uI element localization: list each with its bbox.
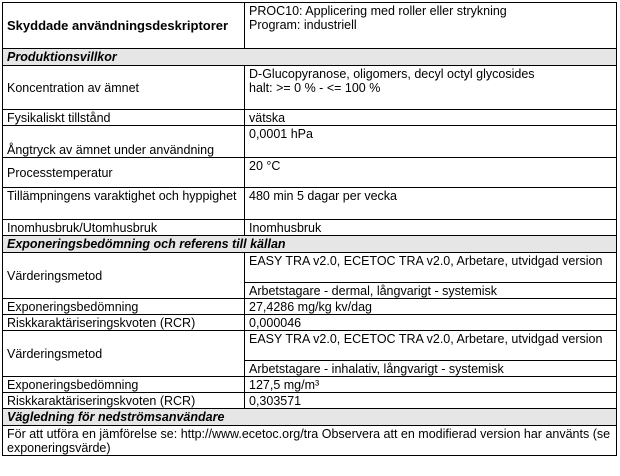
vapour-pressure-label: Ångtryck av ämnet under användning [3, 126, 245, 158]
method-value-1: EASY TRA v2.0, ECETOC TRA v2.0, Arbetare, utvidgad version [245, 253, 617, 283]
rcr-row-1 [3, 315, 617, 331]
duration-row [3, 188, 617, 220]
header-right-cell [245, 3, 617, 49]
section-production-title: Produktionsvillkor [3, 49, 617, 66]
physical-state-row [3, 110, 617, 126]
concentration-label: Koncentration av ämnet [3, 66, 245, 110]
section-production-row [3, 49, 617, 66]
rcr-row-2 [3, 393, 617, 409]
process-temp-value: 20 °C [245, 158, 617, 188]
method-row-1 [3, 253, 617, 283]
program-type: Program: industriell [249, 18, 357, 32]
duration-value: 480 min 5 dagar per vecka [245, 188, 617, 220]
vapour-pressure-value: 0,0001 hPa [245, 126, 617, 158]
assessment-label-1: Exponeringsbedömning [3, 299, 245, 315]
rcr-value-2: 0,303571 [245, 393, 617, 409]
header-left-label: Skyddade användningsdeskriptorer [3, 3, 245, 49]
section-guidance-row [3, 409, 617, 426]
indoor-value: Inomhusbruk [245, 220, 617, 236]
indoor-row [3, 220, 617, 236]
section-exposure-row [3, 236, 617, 253]
concentration-value-cell [245, 66, 617, 110]
vapour-pressure-row [3, 126, 617, 158]
exposure-route-1: Arbetstagare - dermal, långvarigt - systemisk [245, 283, 617, 299]
assessment-value-2: 127,5 mg/m³ [245, 377, 617, 393]
proc-code: PROC10: Applicering med roller eller strykning [249, 4, 507, 18]
process-temp-row [3, 158, 617, 188]
physical-state-label: Fysikaliskt tillstånd [3, 110, 245, 126]
assessment-label-2: Exponeringsbedömning [3, 377, 245, 393]
guidance-row [3, 426, 617, 456]
method-value-2: EASY TRA v2.0, ECETOC TRA v2.0, Arbetare, utvidgad version [245, 331, 617, 361]
indoor-label: Inomhusbruk/Utomhusbruk [3, 220, 245, 236]
substance-name: D-Glucopyranose, oligomers, decyl octyl glycosides [249, 67, 535, 81]
section-exposure-title: Exponeringsbedömning och referens till källan [3, 236, 617, 253]
concentration-range: halt: >= 0 % - <= 100 % [249, 81, 381, 95]
rcr-label-2: Riskkaraktäriseringskvoten (RCR) [3, 393, 245, 409]
process-temp-label: Processtemperatur [3, 158, 245, 188]
rcr-label-1: Riskkaraktäriseringskvoten (RCR) [3, 315, 245, 331]
concentration-row [3, 66, 617, 110]
use-descriptor-table [2, 2, 617, 456]
assessment-value-1: 27,4286 mg/kg kv/dag [245, 299, 617, 315]
header-row [3, 3, 617, 49]
rcr-value-1: 0,000046 [245, 315, 617, 331]
method-label-2: Värderingsmetod [3, 331, 245, 377]
guidance-text: För att utföra en jämförelse se: http://www.ecetoc.org/tra Observera att en modifierad version har använts (se exponeringsvärde) [3, 426, 617, 456]
duration-label: Tillämpningens varaktighet och hyppighet [3, 188, 245, 220]
method-label-1: Värderingsmetod [3, 253, 245, 299]
physical-state-value: vätska [245, 110, 617, 126]
exposure-route-2: Arbetstagare - inhalativ, långvarigt - systemisk [245, 361, 617, 377]
section-guidance-title: Vägledning för nedströmsanvändare [3, 409, 617, 426]
assessment-row-2 [3, 377, 617, 393]
assessment-row-1 [3, 299, 617, 315]
method-row-2 [3, 331, 617, 361]
